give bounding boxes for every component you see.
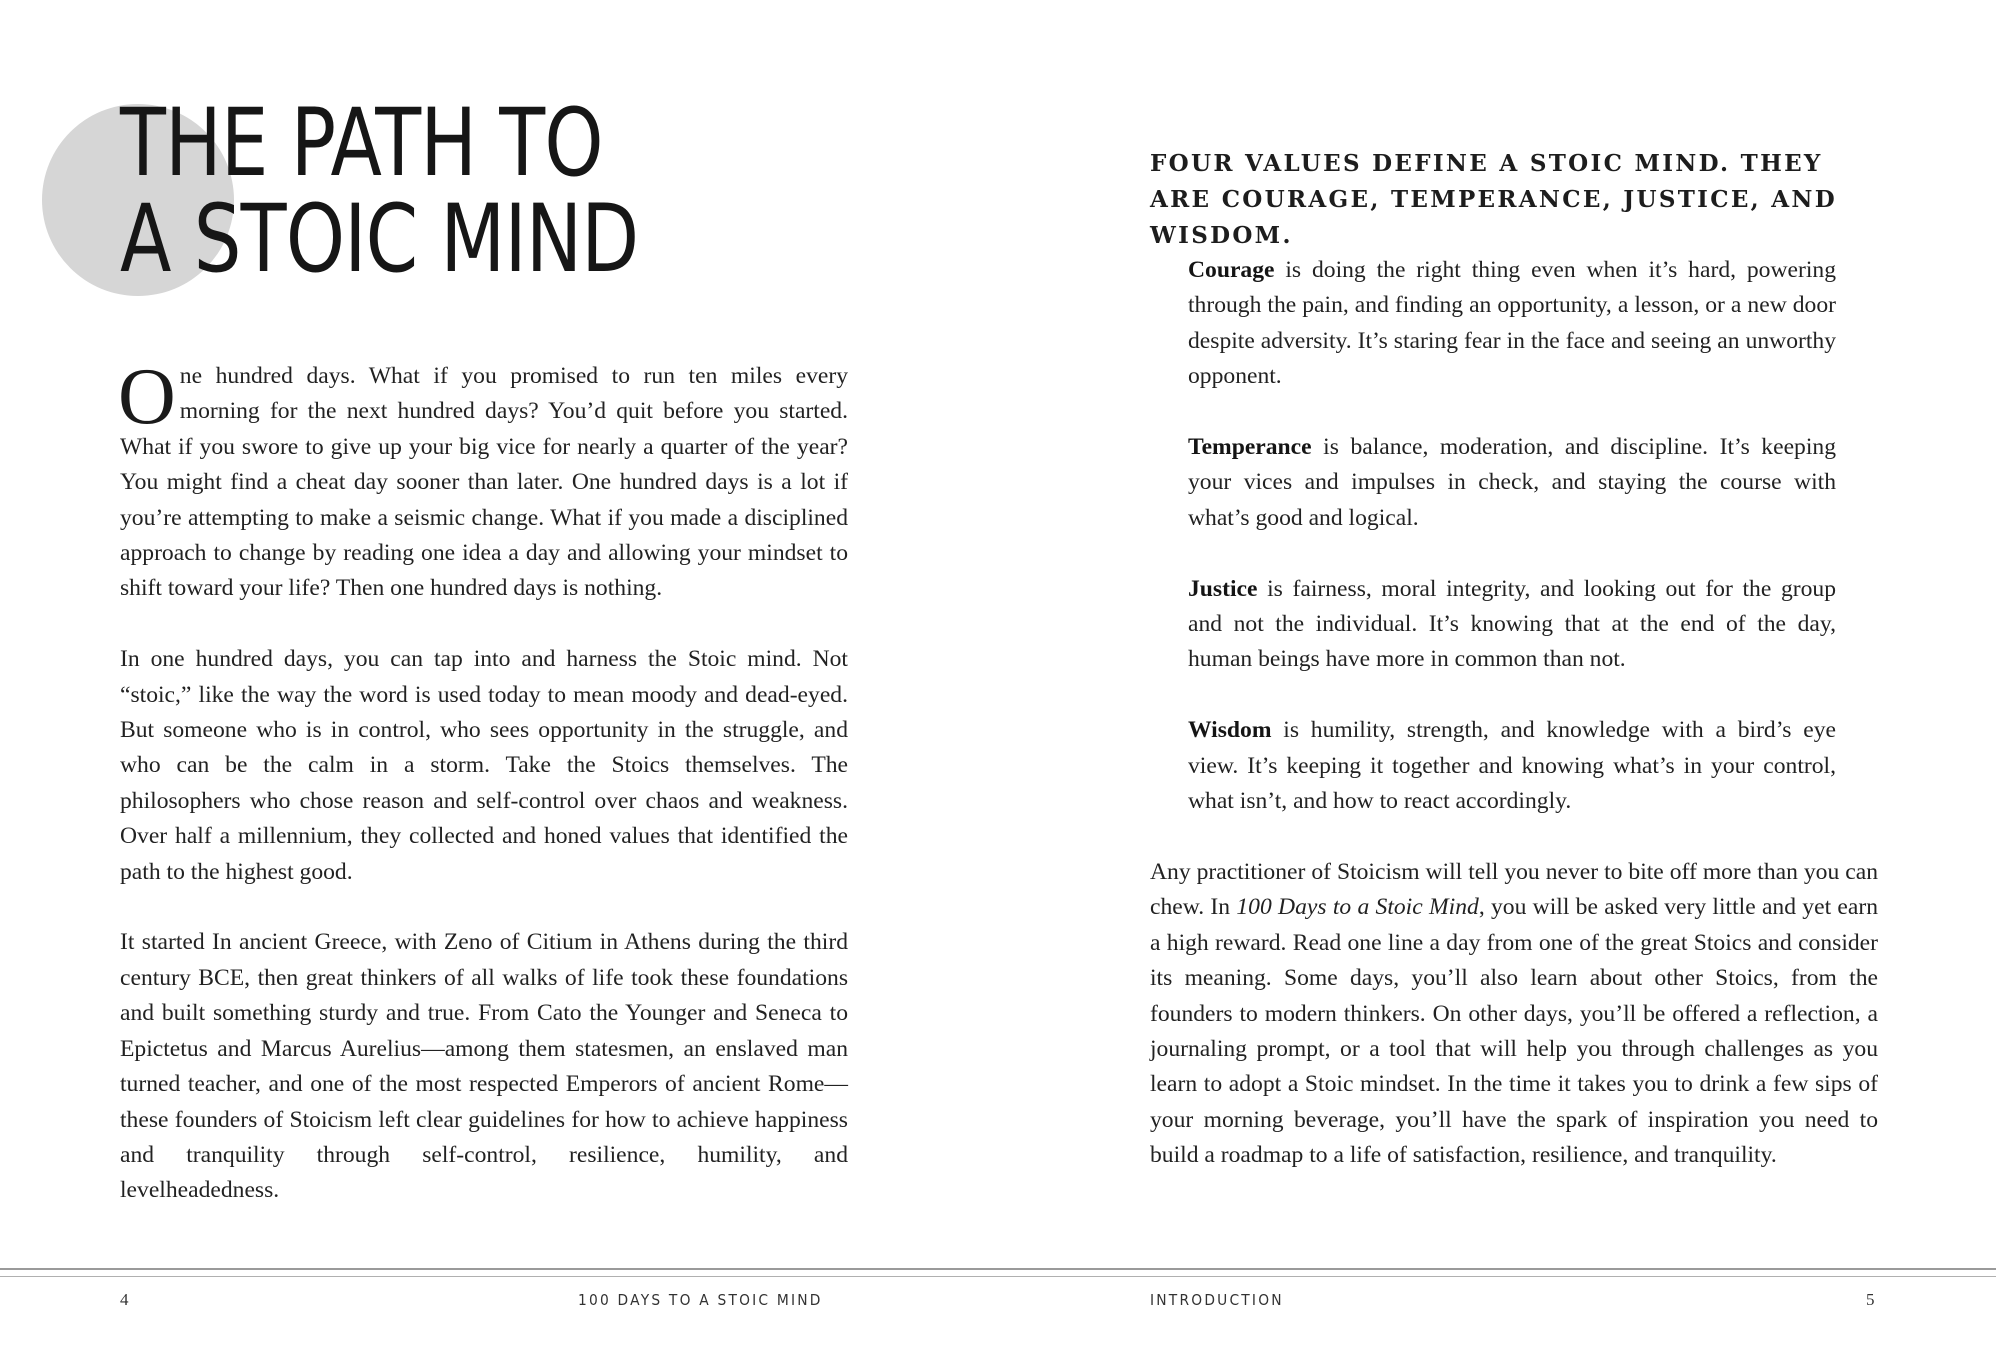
intro-paragraph-1-text: ne hundred days. What if you promised to run ten miles every morning for the next hundred days? You’d quit before you started. What if you swore to give up your big vice for nearly a quarter of the year? You might find a cheat day sooner than later. One hundred days is a lot if you’re attempting to make a seismic change. What if you made a disciplined approach to change by reading one idea a day and allowing your mindset to shift toward your life? Then one hundred days is nothing. — [120, 363, 848, 602]
closing-paragraph — [1150, 855, 1878, 1174]
intro-paragraph-1 — [118, 353, 848, 607]
stoic-values-list — [1188, 253, 1836, 855]
closing-text-end: , you will be asked very little and yet earn a high reward. Read one line a day from one of the great Stoics and consider its meaning. Some days, you’ll also learn about other Stoics, from the founders to modern thinkers. On other days, you’ll be offered a reflection, a journaling prompt, or a tool that will help you through challenges as you learn to adopt a Stoic mindset. In the time it takes you to drink a few sips of your morning beverage, you’ll have the spark of inspiration you need to build a roadmap to a life of satisfaction, resilience, and tranquility. — [1150, 894, 1879, 1169]
footer-rule-secondary — [0, 1276, 1996, 1277]
page-number-right: 5 — [1866, 1290, 1875, 1309]
left-body-text — [118, 353, 848, 1244]
value-temperance — [1188, 430, 1836, 536]
intro-paragraph-3: It started In ancient Greece, with Zeno of Citium in Athens during the third century BCE, then great thinkers of all walks of life took these foundations and built something sturdy and true. From Cato the Younger and Seneca to Epictetus and Marcus Aurelius—among them statesmen, an enslaved man turned teacher, and one of the most respected Emperors of ancient Rome—these founders of Stoicism left clear guidelines for how to achieve happiness and tranquility through self-control, resilience, humility, and levelheadedness. — [120, 929, 848, 1204]
closing-body-text — [1150, 855, 1878, 1209]
chapter-title — [120, 89, 680, 294]
chapter-title-line-2: A STOIC MIND — [120, 185, 639, 294]
value-courage — [1188, 253, 1836, 395]
footer-rule — [0, 1268, 1996, 1270]
value-text-courage: is doing the right thing even when it’s hard, powering through the pain, and finding an opportunity, a lesson, or a new door despite adversity. It’s staring fear in the face and seeing an unworthy opponent. — [1188, 257, 1836, 390]
intro-paragraph-2: In one hundred days, you can tap into and harness the Stoic mind. Not “stoic,” like the way the word is used today to mean moody and dead-eyed. But someone who is in control, who sees opportunity in the struggle, and who can be the calm in a storm. Take the Stoics themselves. The philosophers who chose reason and self-control over chaos and weakness. Over half a millennium, they collected and honed values that identified the path to the highest good. — [120, 646, 848, 885]
running-head-right: INTRODUCTION — [1150, 1291, 1284, 1309]
value-justice — [1188, 572, 1836, 678]
value-term-courage: Courage — [1188, 257, 1275, 283]
value-text-justice: is fairness, moral integrity, and looking out for the group and not the individual. It’s knowing that at the end of the day, human beings have more in common than not. — [1188, 575, 1836, 673]
value-term-wisdom: Wisdom — [1188, 717, 1272, 744]
value-text-wisdom: is humility, strength, and knowledge with a bird’s eye view. It’s keeping it together and knowing what’s in your control, what isn’t, and how to react accordingly. — [1188, 717, 1836, 815]
value-wisdom — [1188, 713, 1836, 819]
page-number-left: 4 — [120, 1290, 129, 1309]
book-title-italic: 100 Days to a Stoic Mind — [1236, 894, 1479, 921]
value-text-temperance: is balance, moderation, and discipline. It’s keeping your vices and impulses in check, and staying the course with what’s good and logical. — [1188, 434, 1836, 531]
closing-text-start: Any practitioner of Stoicism will tell you never to bite off more than you can chew. In — [1150, 859, 1878, 921]
right-page — [998, 0, 1996, 1360]
value-term-temperance: Temperance — [1188, 434, 1312, 461]
value-term-justice: Justice — [1188, 575, 1258, 602]
running-head-left: 100 DAYS TO A STOIC MIND — [578, 1291, 823, 1309]
drop-cap: O — [118, 353, 176, 441]
values-lead-heading: FOUR VALUES DEFINE A STOIC MIND. THEY ARE COURAGE, TEMPERANCE, JUSTICE, AND WISDOM. — [1150, 150, 1837, 249]
chapter-title-line-1: THE PATH TO — [120, 89, 603, 198]
